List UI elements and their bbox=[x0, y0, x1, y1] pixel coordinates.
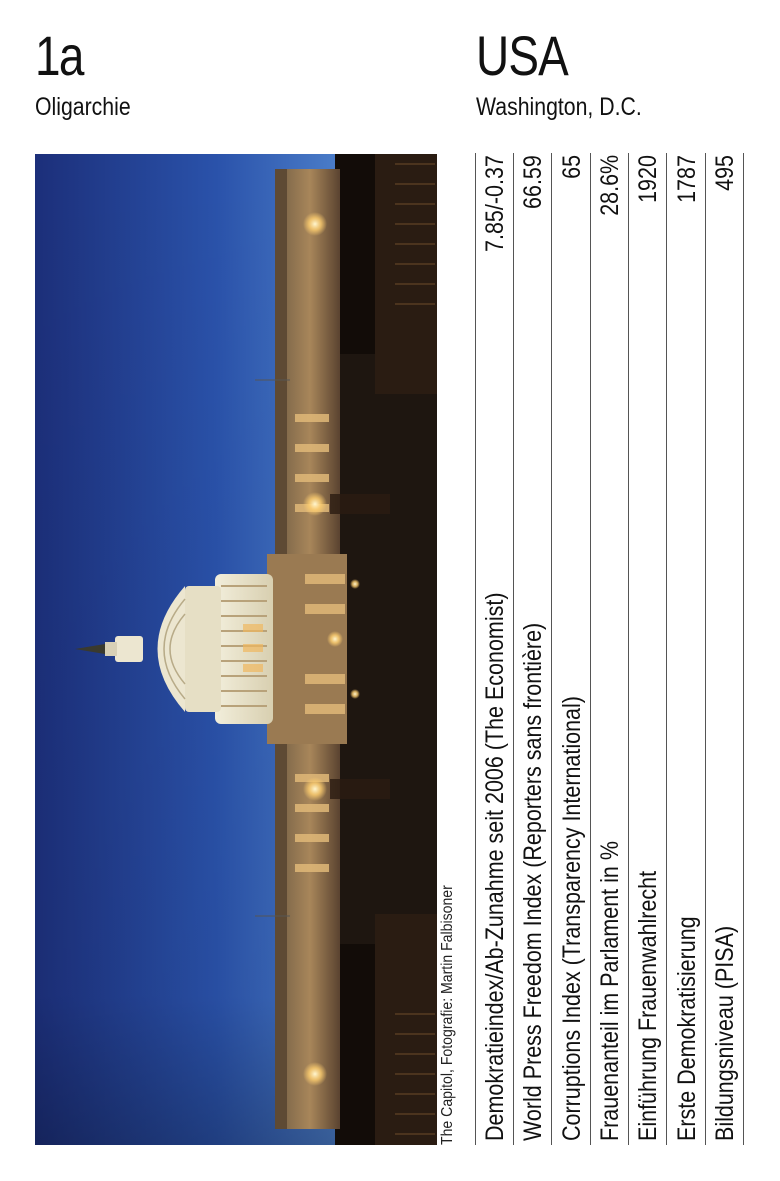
stat-label: Frauenanteil im Parlament in % bbox=[596, 841, 624, 1141]
stat-row-women-in-parliament bbox=[591, 153, 629, 1145]
stat-row-women-suffrage bbox=[629, 153, 667, 1145]
stat-label: Demokratieindex/Ab-Zunahme seit 2006 (The Economist) bbox=[481, 592, 509, 1141]
stat-value: 66.59 bbox=[519, 154, 547, 209]
stat-value: 1787 bbox=[672, 154, 701, 203]
photo-caption bbox=[439, 154, 457, 1145]
capital-name: Washington, D.C. bbox=[476, 93, 642, 121]
stat-row-first-democratization bbox=[668, 153, 706, 1145]
stat-row-press-freedom bbox=[514, 153, 552, 1145]
stat-label: World Press Freedom Index (Reporters sans frontière) bbox=[519, 622, 547, 1141]
stat-value: 7.85/-0.37 bbox=[481, 154, 509, 252]
stats-table bbox=[475, 153, 744, 1145]
stat-label: Bildungsniveau (PISA) bbox=[711, 925, 739, 1141]
stat-value: 28.6% bbox=[596, 154, 624, 216]
stat-label: Erste Demokratisierung bbox=[672, 916, 701, 1141]
stat-row-corruption-index bbox=[553, 153, 591, 1145]
stat-row-education-pisa bbox=[706, 153, 744, 1145]
photo-caption-text: The Capitol, Fotografie: Martin Falbisoner bbox=[439, 885, 456, 1145]
capitol-photo bbox=[35, 154, 437, 1145]
stat-value: 65 bbox=[557, 154, 586, 179]
stat-label: Einführung Frauenwahlrecht bbox=[634, 870, 662, 1141]
stat-label: Corruptions Index (Transparency International) bbox=[557, 696, 586, 1141]
stat-value: 1920 bbox=[634, 154, 662, 203]
country-name: USA bbox=[476, 24, 568, 87]
government-type: Oligarchie bbox=[35, 93, 131, 121]
card-number: 1a bbox=[35, 24, 83, 87]
stat-value: 495 bbox=[711, 154, 739, 191]
stat-row-democracy-index bbox=[476, 153, 514, 1145]
